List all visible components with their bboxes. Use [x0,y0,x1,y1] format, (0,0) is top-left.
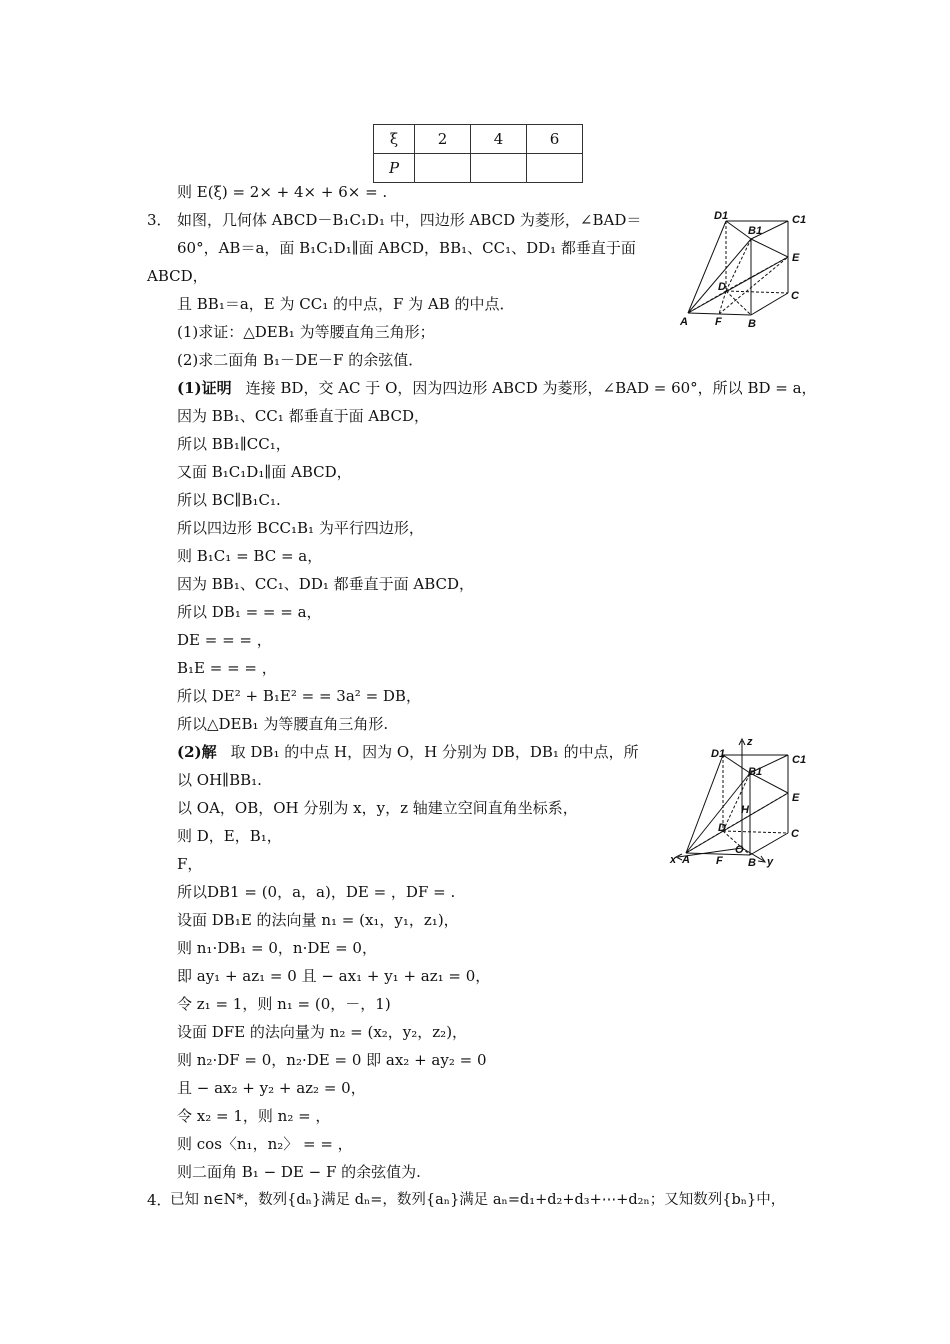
figure-label: D [718,822,726,834]
figure-label: C1 [792,754,807,766]
problem-3-line: 且 BB₁＝a，E 为 CC₁ 的中点，F 为 AB 的中点． [177,295,515,313]
distribution-table [373,124,583,183]
expectation-line: 则 E(ξ) = 2× + 4× + 6× = . [177,183,388,201]
solution-line: 令 x₂ = 1，则 n₂ = ， [177,1107,331,1125]
solution-1-label: (1)证明 [177,379,232,397]
geometry-figure-1 [678,205,813,330]
figure-label: A [680,316,688,328]
table-cell [471,154,527,183]
figure-label: D1 [711,748,726,760]
solution-line: 则二面角 B₁ − DE − F 的余弦值为. [177,1163,421,1181]
figure-label: F [716,855,723,867]
table-row [374,125,583,154]
solution-line: 以 OH∥BB₁. [177,771,262,789]
solution-line: B₁E = = = ， [177,659,277,677]
table-cell: 4 [471,125,527,154]
table-header-p: P [374,154,415,183]
solution-line: 因为 BB₁、CC₁、DD₁ 都垂直于面 ABCD， [177,575,475,593]
solution-line: 因为 BB₁、CC₁ 都垂直于面 ABCD， [177,407,429,425]
solution-line: 则 B₁C₁ = BC = a， [177,547,323,565]
problem-3-line: ABCD， [147,267,208,285]
figure-label: B1 [748,225,763,237]
solution-line: 则 n₁·DB₁ = 0，n·DE = 0， [177,939,377,957]
figure-label: C [791,290,799,302]
solution-line: 又面 B₁C₁D₁∥面 ABCD， [177,463,352,481]
problem-4-number: 4． [147,1191,172,1209]
solution-line: 以 OA，OB，OH 分别为 x，y，z 轴建立空间直角坐标系， [177,799,578,817]
solution-line: 令 z₁ = 1，则 n₁ = (0，－，1) [177,995,391,1013]
problem-3-line: 60°，AB＝a，面 B₁C₁D₁∥面 ABCD，BB₁、CC₁、DD₁ 都垂直于面 [177,239,636,257]
problem-3-line: (2)求二面角 B₁－DE－F 的余弦值． [177,351,424,369]
table-header-xi: ξ [374,125,415,154]
figure-label: B [748,318,756,330]
figure-label: O [735,844,744,856]
solution-2-first-line [177,742,639,762]
solution-line: 则 n₂·DF = 0，n₂·DE = 0 即 ax₂ + ay₂ = 0 [177,1051,487,1069]
solution-line: 连接 BD，交 AC 于 O，因为四边形 ABCD 为菱形，∠BAD = 60°，所以 BD = a， [245,379,817,397]
figure-label: B [748,857,756,869]
table-cell [415,154,471,183]
solution-line: 且 − ax₂ + y₂ + az₂ = 0， [177,1079,366,1097]
solution-line: F， [177,855,203,873]
figure-label: F [715,316,722,328]
solution-line: 取 DB₁ 的中点 H，因为 O，H 分别为 DB，DB₁ 的中点，所 [230,743,639,761]
table-cell: 6 [527,125,583,154]
solution-line: 所以 BB₁∥CC₁， [177,435,291,453]
figure-label: A [682,854,690,866]
problem-3-number: 3． [147,211,172,229]
table-cell [527,154,583,183]
solution-line: 所以四边形 BCC₁B₁ 为平行四边形， [177,519,424,537]
figure-label: B1 [748,766,763,778]
solution-line: 所以 DE² + B₁E² = = 3a² = DB， [177,687,421,705]
problem-3-line: 如图，几何体 ABCD－B₁C₁D₁ 中，四边形 ABCD 为菱形，∠BAD＝ [177,211,642,229]
solution-line: 设面 DFE 的法向量为 n₂ = (x₂，y₂，z₂)， [177,1023,468,1041]
figure-label: D1 [714,210,729,222]
solution-line: 即 ay₁ + az₁ = 0 且 − ax₁ + y₁ + az₁ = 0， [177,967,491,985]
figure-label: D [718,281,726,293]
solution-line: 所以 BC∥B₁C₁. [177,491,281,509]
solution-line: 所以DB1 = (0，a，a)，DE = ，DF = . [177,883,456,901]
solution-1-first-line [177,378,817,398]
figure-label: C [791,828,799,840]
solution-line: 所以 DB₁ = = = a， [177,603,322,621]
figure-label: x [670,854,677,866]
figure-label: z [747,736,753,748]
geometry-figure-2 [668,733,813,873]
figure-label: E [792,252,800,264]
table-cell: 2 [415,125,471,154]
solution-line: 则 cos〈n₁，n₂〉 = = ， [177,1135,353,1153]
figure-label: y [767,856,774,868]
solution-line: 设面 DB₁E 的法向量 n₁ = (x₁，y₁，z₁)， [177,911,459,929]
problem-4-text: 已知 n∈N*，数列{dₙ}满足 dₙ=，数列{aₙ}满足 aₙ=d₁+d₂+d₃+⋯+d₂ₙ；又知数列{bₙ}中， [170,1192,786,1208]
table-row [374,154,583,183]
problem-3-line: (1)求证：△DEB₁ 为等腰直角三角形； [177,323,435,341]
figure-label: C1 [792,214,807,226]
solution-line: 所以△DEB₁ 为等腰直角三角形. [177,715,389,733]
solution-2-label: (2)解 [177,743,217,761]
solution-line: DE = = = ， [177,631,272,649]
figure-label: H [741,804,749,816]
solution-line: 则 D，E，B₁， [177,827,282,845]
figure-label: E [792,792,800,804]
